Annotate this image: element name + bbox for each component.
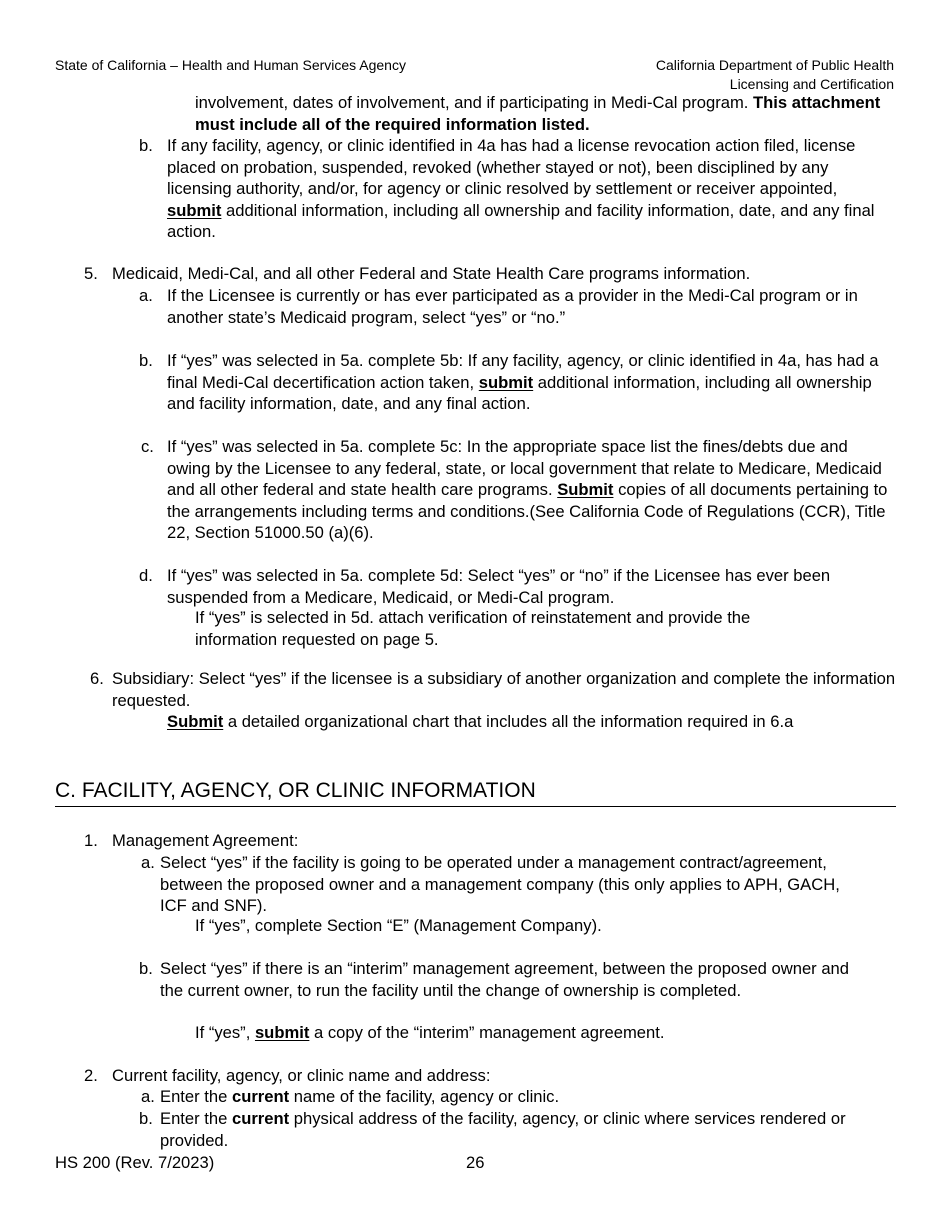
item-5c-marker: c. [141, 437, 154, 456]
item-4b-text: If any facility, agency, or clinic identified in 4a has had a license revocation action filed, license placed on probation, suspended, revoked (whether stayed or not), been disciplined by any licensing authority, and/or, for agency or clinic resolved by settlement or receiver appointed, [167, 136, 856, 198]
item-4b-text-cont: additional information, including all ownership and facility information, date, and any final action. [167, 200, 875, 241]
header-department [656, 56, 894, 94]
item-c1a-text: Select “yes” if the facility is going to be operated under a management contract/agreement, between the proposed owner and a management company (this only applies to APH, GACH, ICF and SNF). [160, 853, 840, 915]
item-5a-marker: a. [139, 286, 153, 305]
item-5c [167, 436, 895, 544]
item-5c-text: If “yes” was selected in 5a. complete 5c: In the appropriate space list the fines/debts due and owing by the Licensee to any federal, state, or local government that relate to Medicare, Medicaid and all other federal and state health care programs. [167, 437, 882, 499]
item-5d-instruction: If “yes” is selected in 5d. attach verification of reinstatement and provide the information requested on page 5. [195, 608, 751, 649]
item-5-text: Medicaid, Medi-Cal, and all other Federal and State Health Care programs information. [112, 264, 751, 283]
item-c2b-text: Enter the [160, 1109, 228, 1128]
item-4b [167, 135, 895, 243]
item-4a-continuation-text: involvement, dates of involvement, and if participating in Medi-Cal program. [195, 93, 749, 112]
header-agency: State of California – Health and Human Services Agency [55, 57, 406, 73]
item-5b-text: If “yes” was selected in 5a. complete 5b: If any facility, agency, or clinic identified in 4a, has had a final Medi-Cal decertification action taken, [167, 351, 879, 392]
item-6-instruction [167, 711, 895, 733]
item-5d-text: If “yes” was selected in 5a. complete 5d: Select “yes” or “no” if the Licensee has ever been suspended from a Medicare, Medicaid, or Medi-Cal program. [167, 566, 831, 607]
item-c2b [160, 1108, 850, 1151]
section-c-title: C. FACILITY, AGENCY, OR CLINIC INFORMATION [55, 779, 536, 802]
item-c1a-marker: a. [141, 853, 155, 872]
item-4a-continuation-bold: This attachment must include all of the required information listed. [195, 93, 881, 134]
item-6-marker: 6. [90, 669, 104, 688]
item-c1b-submit: submit [254, 1023, 310, 1042]
item-c2a-bold: current [231, 1087, 290, 1106]
item-c1b-instruction [195, 1022, 875, 1044]
form-number: HS 200 (Rev. 7/2023) [55, 1153, 215, 1172]
item-6-instruction-text: a detailed organizational chart that includes all the information required in 6.a [227, 712, 794, 731]
item-5c-text-cont: copies of all documents pertaining to the arrangements including terms and conditions.(See California Code of Regulations (CCR), Title 22, Section 51000.50 (a)(6). [167, 480, 888, 542]
header-department-division: Licensing and Certification [729, 76, 894, 92]
item-c1b-instruction-cont: a copy of the “interim” management agreement. [313, 1023, 665, 1042]
item-c2a-text: Enter the [160, 1087, 228, 1106]
item-c1b-text: Select “yes” if there is an “interim” management agreement, between the proposed owner and the current owner, to run the facility until the change of ownership is completed. [160, 959, 850, 1000]
header-department-name: California Department of Public Health [655, 57, 894, 73]
item-c1b-instruction-text: If “yes”, [195, 1023, 251, 1042]
item-c2a [160, 1086, 860, 1108]
item-c2-text: Current facility, agency, or clinic name and address: [112, 1066, 491, 1085]
item-5-marker: 5. [84, 264, 98, 283]
item-5b-text-cont: additional information, including all ownership and facility information, date, and any final action. [167, 372, 872, 413]
item-6-text: Subsidiary: Select “yes” if the licensee is a subsidiary of another organization and complete the information requested. [112, 669, 896, 710]
item-c2a-text-cont: name of the facility, agency or clinic. [293, 1087, 560, 1106]
item-5b [167, 350, 895, 415]
item-5d-marker: d. [139, 566, 153, 585]
item-c2-marker: 2. [84, 1066, 98, 1085]
item-5c-submit: Submit [557, 480, 614, 499]
item-4b-marker: b. [139, 136, 153, 155]
item-c2b-text-cont: physical address of the facility, agency, or clinic where services rendered or provided. [160, 1109, 846, 1150]
item-c2a-marker: a. [141, 1087, 155, 1106]
item-4b-submit: submit [167, 200, 222, 220]
item-6-submit: Submit [167, 712, 224, 731]
item-c1b-marker: b. [139, 959, 153, 978]
item-c2b-marker: b. [139, 1109, 153, 1128]
section-c-divider [55, 806, 896, 807]
item-5a-text: If the Licensee is currently or has ever participated as a provider in the Medi-Cal program or in another state’s Medicaid program, select “yes” or “no.” [167, 286, 858, 327]
item-c2b-bold: current [231, 1109, 290, 1128]
page-number: 26 [466, 1153, 485, 1172]
item-5b-submit: submit [478, 372, 534, 392]
item-c1-text: Management Agreement: [112, 831, 299, 850]
item-c1-marker: 1. [84, 831, 98, 850]
item-c1a-instruction: If “yes”, complete Section “E” (Management Company). [195, 916, 602, 935]
item-5b-marker: b. [139, 351, 153, 370]
item-4a-continuation [195, 92, 895, 135]
